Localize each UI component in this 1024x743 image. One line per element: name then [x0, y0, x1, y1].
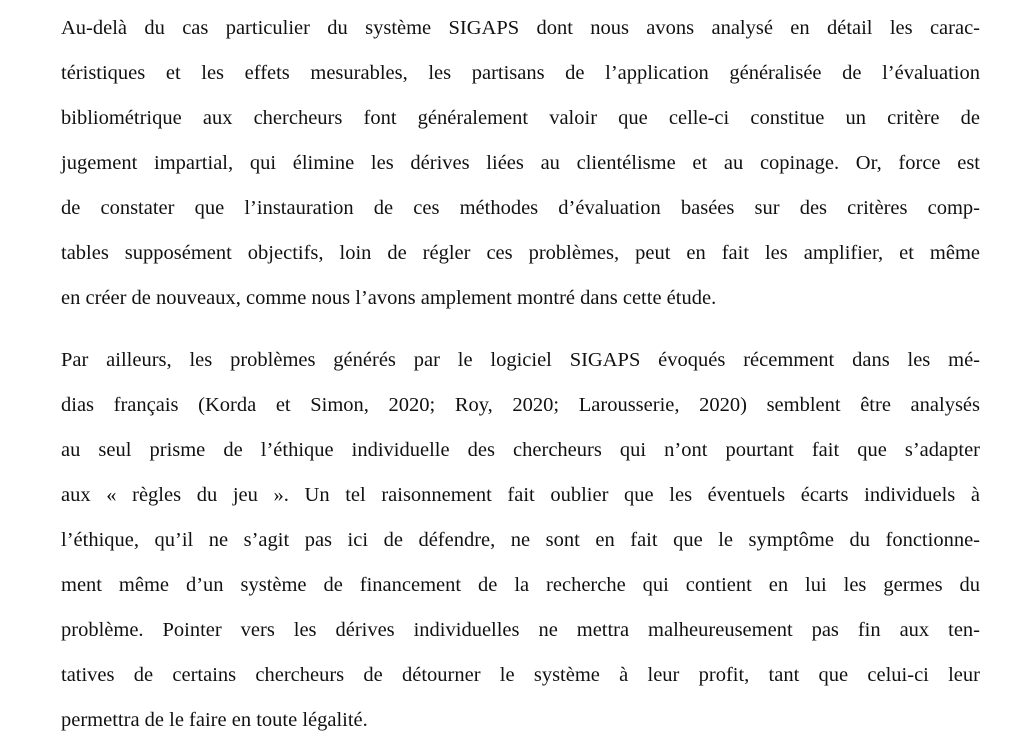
text-line: permettra de le faire en toute légalité. [61, 709, 368, 731]
text-line: de constater que l’instauration de ces méthodes d’évaluation basées sur des critères comp- [61, 197, 980, 219]
text-line: bibliométrique aux chercheurs font généralement valoir que celle-ci constitue un critère de [61, 107, 980, 129]
paragraph-1 [61, 6, 980, 321]
text-line: l’éthique, qu’il ne s’agit pas ici de défendre, ne sont en fait que le symptôme du fonctionne- [61, 529, 980, 551]
text-line: au seul prisme de l’éthique individuelle des chercheurs qui n’ont pourtant fait que s’adapter [61, 439, 980, 461]
text-line: tables supposément objectifs, loin de régler ces problèmes, peut en fait les amplifier, et même [61, 242, 980, 264]
text-line: dias français (Korda et Simon, 2020; Roy, 2020; Larousserie, 2020) semblent être analysés [61, 394, 980, 416]
text-line: tatives de certains chercheurs de détourner le système à leur profit, tant que celui-ci leur [61, 664, 980, 686]
text-line: téristiques et les effets mesurables, les partisans de l’application généralisée de l’évaluation [61, 62, 980, 84]
text-line: problème. Pointer vers les dérives individuelles ne mettra malheureusement pas fin aux ten- [61, 619, 980, 641]
text-line: en créer de nouveaux, comme nous l’avons amplement montré dans cette étude. [61, 287, 717, 309]
text-line: ment même d’un système de financement de la recherche qui contient en lui les germes du [61, 574, 980, 596]
text-line: Au-delà du cas particulier du système SIGAPS dont nous avons analysé en détail les carac- [61, 17, 980, 39]
text-line: Par ailleurs, les problèmes générés par le logiciel SIGAPS évoqués récemment dans les mé- [61, 349, 980, 371]
document-page [61, 6, 980, 743]
text-line: jugement impartial, qui élimine les dérives liées au clientélisme et au copinage. Or, force est [61, 152, 980, 174]
paragraph-2 [61, 338, 980, 743]
text-line: aux « règles du jeu ». Un tel raisonnement fait oublier que les éventuels écarts individuels à [61, 484, 980, 506]
